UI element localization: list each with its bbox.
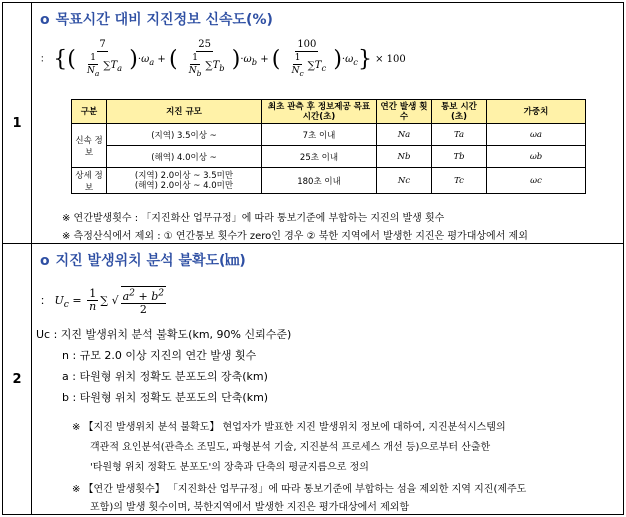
section-1 [32,3,623,243]
target-time-table [71,99,586,194]
scale-cell: (지역) 3.5이상 ~ [107,124,262,146]
note-line: ※ 【연간 발생횟수】 「지진화산 업무규정」에 따라 통보기준에 부합하는 섬을 제외한 지역 지진(제주도 [72,484,527,495]
note-line: '타원형 위치 정확도 분포도'의 장축과 단축의 평균지름으로 정의 [90,462,369,473]
definition-line: b : 타원형 위치 정확도 분포도의 단축(km) [62,391,269,404]
row-number-2: 2 [3,244,32,514]
count-cell: Nb [377,146,432,168]
weight-cell: ωa [487,124,586,146]
term3-numerator: 100 [297,39,317,50]
note-line: ※ 연간발생횟수 : 「지진화산 업무규정」에 따라 통보기준에 부합하는 지진의 발생 횟수 [62,213,445,224]
col-header: 최초 관측 후 정보제공 목표시간(초) [262,100,377,124]
speed-formula: ： {( 7 $\frac{1}{N_a}$ $\sum T_a$ )$\cdot\omega_a$ + ( 25 $\frac{1}{N_b}$ $\sum T_b$ )$\cdot\omega_b$ + ( 100 $\frac{1}{N_c}$ $\sum T_c$ )$\cdot\omega_c\} \times 100$ [40,39,406,78]
note-line: 객관적 요인분석(관측소 조밀도, 파형분석 기술, 지진분석 프로세스 개선 등)으로부터 산출한 [90,442,491,453]
col-header: 연간 발생 횟수 [377,100,432,124]
col-header: 통보 시간(초) [432,100,487,124]
note-line: 포함)의 발생 횟수이며, 북한지역에서 발생한 지진은 평가대상에서 제외함 [90,502,410,513]
term2-numerator: 25 [198,39,212,50]
weight-cell: ωb [487,146,586,168]
target-cell: 25초 이내 [262,146,377,168]
count-cell: Na [377,124,432,146]
heading-text: 지진 발생위치 분석 불확도(㎞) [55,253,246,269]
count-cell: Nc [377,168,432,194]
section-1-heading [40,9,273,29]
weight-cell: ωc [487,168,586,194]
definition-line: Uc : 지진 발생위치 분석 불확도(km, 90% 신뢰수준) [36,328,292,341]
section-2-heading [40,250,246,270]
time-cell: Tc [432,168,487,194]
term1-numerator: 7 [99,39,106,50]
note-line: ※ 측정산식에서 제외 : ① 연간통보 횟수가 zero인 경우 ② 북한 지역에서 발생한 지진은 평가대상에서 제외 [62,231,528,242]
time-cell: Ta [432,124,487,146]
scale-cell: (해역) 4.0이상 ~ [107,146,262,168]
time-cell: Tb [432,146,487,168]
uncertainty-formula: ： $U_c$ = $\frac{1}{n}$ ∑ √ $\frac{a^2 + b^2}{2}$ [40,287,165,316]
target-cell: 7초 이내 [262,124,377,146]
definition-line: n : 규모 2.0 이상 지진의 연간 발생 횟수 [62,349,257,362]
target-cell: 180초 이내 [262,168,377,194]
definition-line: a : 타원형 위치 정확도 분포도의 장축(km) [62,370,268,383]
col-header: 구분 [72,100,107,124]
col-header: 가중치 [487,100,586,124]
formula-multiplier: × 100 [375,53,406,65]
indicator-table [2,2,624,515]
row-number-1: 1 [3,3,32,243]
scale-cell: (지역) 2.0이상 ~ 3.5미만 (해역) 2.0이상 ~ 4.0미만 [107,168,262,194]
note-line: ※ 【지진 발생위치 분석 불확도】 현업자가 발표한 지진 발생위치 정보에 대하여, 지진분석시스템의 [72,422,506,433]
group-label: 신속 정보 [72,124,107,168]
bullet-icon: o [40,253,50,269]
bullet-icon: o [40,12,50,28]
section-2 [32,244,623,514]
heading-text: 목표시간 대비 지진정보 신속도(%) [55,12,273,28]
group-label: 상세 정보 [72,168,107,194]
formula-prefix: ： [40,293,51,307]
col-header: 지진 규모 [107,100,262,124]
formula-prefix: ： [40,53,50,65]
